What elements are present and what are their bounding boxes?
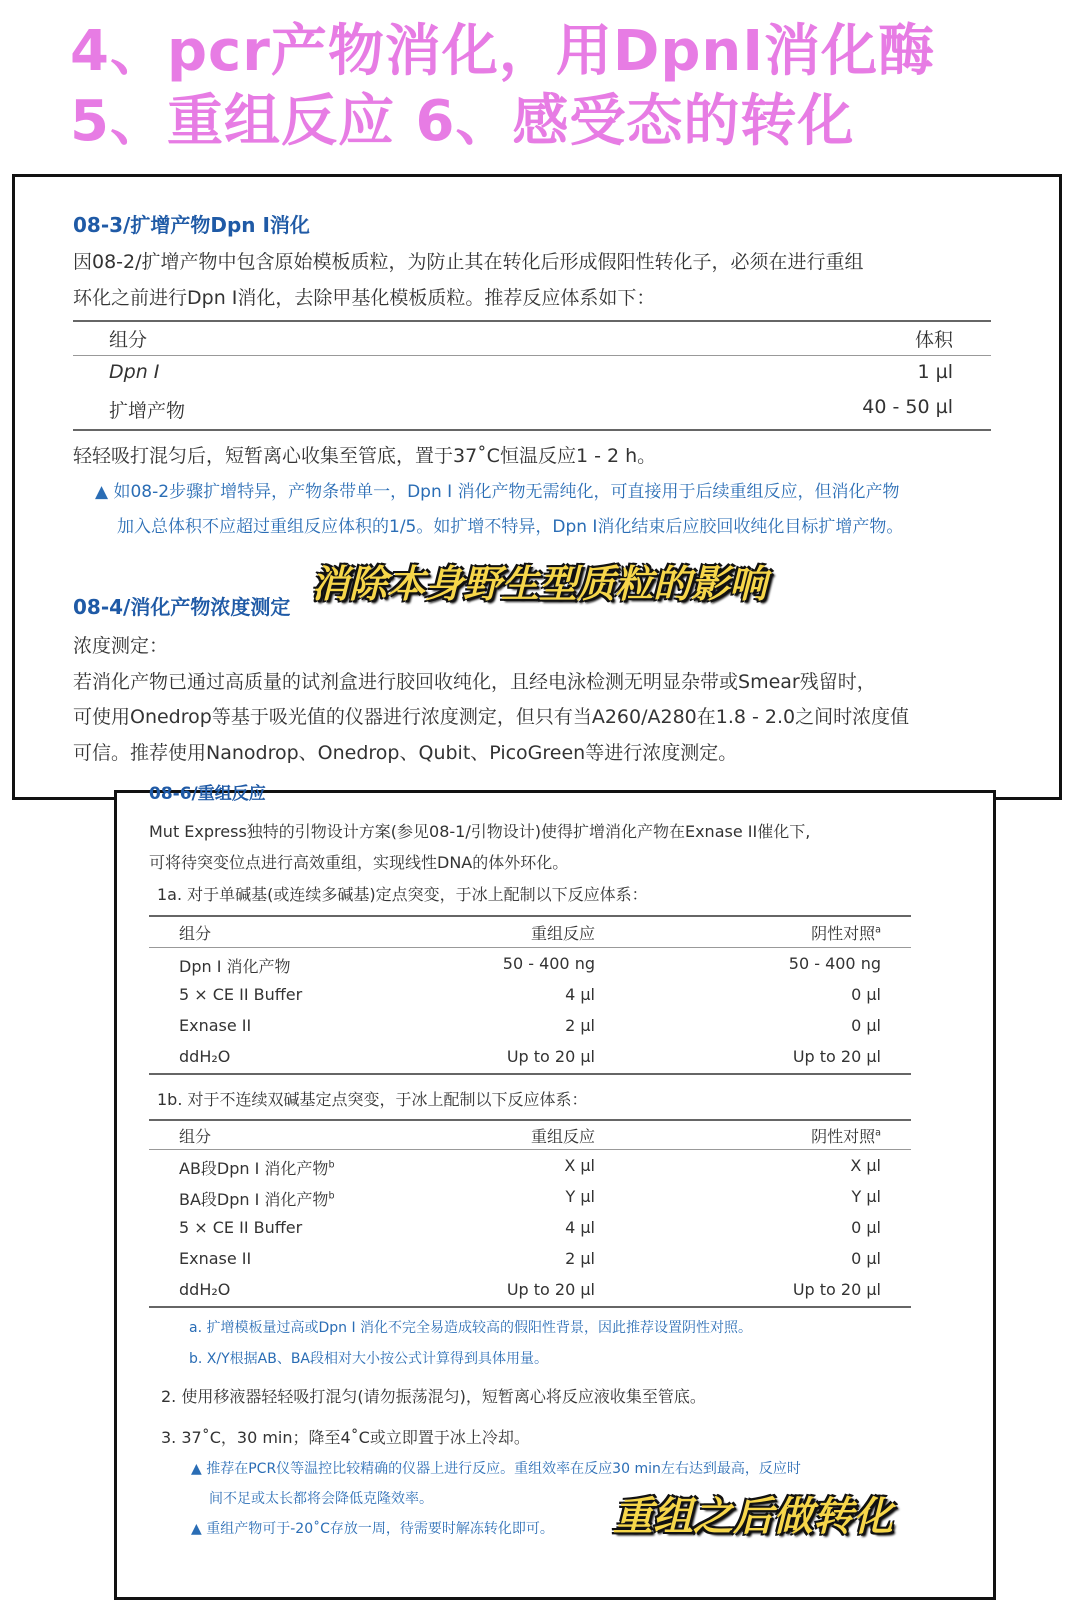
table-header-component: 组分 <box>179 924 212 943</box>
table-cell-component: 扩增产物 <box>109 400 186 422</box>
table-cell-reaction: 4 µl <box>565 1218 595 1237</box>
table-cell-negative: Y µl <box>851 1187 881 1206</box>
table-cell-component: 5 × CE II Buffer <box>179 985 303 1004</box>
table-top-rule <box>149 1119 911 1121</box>
table-header-negative: 阴性对照$^a$ <box>811 924 881 943</box>
note-line-1 <box>95 477 900 502</box>
table-cell-component: 5 × CE II Buffer <box>179 1218 303 1237</box>
note-line-2: 加入总体积不应超过重组反应体积的1/5。如扩增不特异，Dpn I消化结束后应胶回收纯化目标扩增产物。 <box>117 517 904 537</box>
table-top-rule <box>73 320 991 322</box>
table-cell-negative: 50 - 400 ng <box>788 954 881 973</box>
table-cell-component: ddH₂O <box>179 1280 231 1299</box>
headline-line-1: 4、pcr产物消化，用DpnI消化酶 <box>70 19 936 84</box>
document-panel-digestion <box>12 174 1062 800</box>
paragraph-line: 可使用Onedrop等基于吸光值的仪器进行浓度测定，但只有当A260/A280在1.8 - 2.0之间时浓度值 <box>73 706 910 728</box>
note-text: 如08-2步骤扩增特异，产物条带单一，Dpn I 消化产物无需纯化，可直接用于后续重组反应，但消化产物 <box>113 482 900 502</box>
table-top-rule <box>149 915 911 917</box>
triangle-note-icon: ▲ <box>191 1521 202 1537</box>
tip-1-line-1 <box>191 1458 801 1478</box>
triangle-note-icon: ▲ <box>95 482 109 502</box>
table-cell-reaction: 2 µl <box>565 1016 595 1035</box>
table-cell-reaction: 50 - 400 ng <box>502 954 595 973</box>
table-cell-reaction: Up to 20 µl <box>506 1280 595 1299</box>
table-header-component: 组分 <box>179 1127 212 1146</box>
table-cell-negative: 0 µl <box>851 1218 881 1237</box>
table-bottom-rule <box>73 429 991 431</box>
table-cell-reaction: Y µl <box>565 1187 595 1206</box>
paragraph-line: 环化之前进行Dpn I消化，去除甲基化模板质粒。推荐反应体系如下： <box>73 287 656 309</box>
tip-text: 推荐在PCR仪等温控比较精确的仪器上进行反应。重组效率在反应30 min左右达到最高，反应时 <box>206 1461 801 1477</box>
table-header-rule <box>149 1149 911 1150</box>
section-title-08-3: 08-3/扩增产物Dpn I消化 <box>73 213 310 237</box>
table-cell-component: Dpn I <box>109 361 160 383</box>
table-cell-reaction: X µl <box>564 1156 595 1175</box>
step-1b: 1b. 对于不连续双碱基定点突变，于冰上配制以下反应体系： <box>157 1090 588 1109</box>
step-2: 2. 使用移液器轻轻吸打混匀(请勿振荡混匀)，短暂离心将反应液收集至管底。 <box>161 1387 706 1406</box>
caption-overlay-wildtype: 消除本身野生型质粒的影响 <box>311 562 768 606</box>
table-cell-negative: 0 µl <box>851 1249 881 1268</box>
table-header-negative: 阴性对照$^a$ <box>811 1127 881 1146</box>
tip-text: 重组产物可于-20˚C存放一周，待需要时解冻转化即可。 <box>206 1521 554 1537</box>
table-cell-negative: 0 µl <box>851 1016 881 1035</box>
table-cell-volume: 1 µl <box>917 361 953 383</box>
table-cell-reaction: 2 µl <box>565 1249 595 1268</box>
paragraph-line: 因08-2/扩增产物中包含原始模板质粒，为防止其在转化后形成假阳性转化子，必须在进行重组 <box>73 251 864 273</box>
table-header-reaction: 重组反应 <box>530 924 595 943</box>
step-1a: 1a. 对于单碱基(或连续多碱基)定点突变，于冰上配制以下反应体系： <box>157 885 648 904</box>
paragraph-line: 可信。推荐使用Nanodrop、Onedrop、Qubit、PicoGreen等进行浓度测定。 <box>73 742 738 764</box>
table-header-component: 组分 <box>109 329 148 351</box>
footnote-a: a. 扩增模板量过高或Dpn I 消化不完全易造成较高的假阳性背景，因此推荐设置阴性对照。 <box>189 1320 753 1336</box>
table-cell-volume: 40 - 50 µl <box>862 396 953 418</box>
document-panel-recombination <box>114 784 996 1600</box>
paragraph-line: 浓度测定： <box>73 635 169 657</box>
table-cell-negative: Up to 20 µl <box>792 1047 881 1066</box>
headline-line-2: 5、重组反应 6、感受态的转化 <box>70 89 855 154</box>
table-bottom-rule <box>149 1073 911 1075</box>
table-header-rule <box>149 947 911 948</box>
table-cell-component: Dpn I 消化产物 <box>179 957 291 976</box>
table-header-volume: 体积 <box>914 329 953 351</box>
tip-1-line-2: 间不足或太长都将会降低克隆效率。 <box>209 1491 433 1507</box>
table-header-reaction: 重组反应 <box>530 1127 595 1146</box>
step-3: 3. 37˚C，30 min；降至4˚C或立即置于冰上冷却。 <box>161 1428 530 1447</box>
tip-2 <box>191 1518 554 1538</box>
paragraph-line: Mut Express独特的引物设计方案(参见08-1/引物设计)使得扩增消化产物在Exnase II催化下, <box>149 822 811 841</box>
table-cell-negative: 0 µl <box>851 985 881 1004</box>
paragraph-line: 若消化产物已通过高质量的试剂盒进行胶回收纯化，且经电泳检测无明显杂带或Smear残留时， <box>73 671 876 693</box>
table-cell-reaction: 4 µl <box>565 985 595 1004</box>
table-cell-component: ddH₂O <box>179 1047 231 1066</box>
table-cell-component: Exnase II <box>179 1249 252 1268</box>
table-bottom-rule <box>149 1306 911 1308</box>
footnote-b: b. X/Y根据AB、BA段相对大小按公式计算得到具体用量。 <box>189 1351 549 1367</box>
table-cell-component: BA段Dpn I 消化产物$^b$ <box>179 1190 335 1209</box>
table-header-rule <box>73 355 991 356</box>
section-title-08-6: 08-6/重组反应 <box>149 784 266 804</box>
section-title-08-4: 08-4/消化产物浓度测定 <box>73 595 291 619</box>
table-cell-component: Exnase II <box>179 1016 252 1035</box>
table-cell-negative: Up to 20 µl <box>792 1280 881 1299</box>
paragraph-line: 可将待突变位点进行高效重组，实现线性DNA的体外环化。 <box>149 853 569 872</box>
table-cell-negative: X µl <box>850 1156 881 1175</box>
triangle-note-icon: ▲ <box>191 1461 202 1477</box>
table-cell-reaction: Up to 20 µl <box>506 1047 595 1066</box>
caption-overlay-transform: 重组之后做转化 <box>613 1494 893 1540</box>
table-cell-component: AB段Dpn I 消化产物$^b$ <box>179 1159 335 1178</box>
instruction-text: 轻轻吸打混匀后，短暂离心收集至管底，置于37˚C恒温反应1 - 2 h。 <box>73 445 657 467</box>
